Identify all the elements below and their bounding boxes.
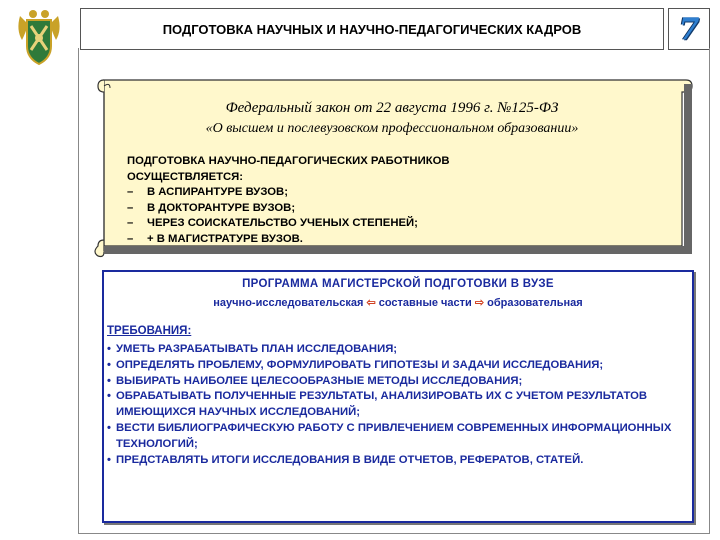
law-list-item <box>127 232 647 248</box>
law-body <box>127 154 647 247</box>
dash-marker: – <box>127 232 134 245</box>
law-list-item <box>127 216 647 232</box>
program-box <box>102 270 694 523</box>
part-educational: образовательная <box>487 297 583 309</box>
frame-right-line <box>709 48 710 534</box>
dash-marker: – <box>127 201 134 214</box>
slide-title <box>80 8 664 50</box>
law-title: Федеральный закон от 22 августа 1996 г. №125-ФЗ <box>225 100 559 116</box>
left-arrow-icon: ⇦ <box>366 297 376 309</box>
law-heading-line2: ОСУЩЕСТВЛЯЕТСЯ: <box>127 170 244 183</box>
part-components: составные части <box>378 297 472 309</box>
part-research: научно-исследовательская <box>213 297 364 309</box>
law-subtitle: «О высшем и послевузовском профессиональном образовании» <box>205 121 579 136</box>
slide-number: 7 <box>678 11 700 47</box>
frame-left-line <box>78 48 79 534</box>
coat-of-arms-icon <box>14 6 64 68</box>
program-title: ПРОГРАММА МАГИСТЕРСКОЙ ПОДГОТОВКИ В ВУЗЕ <box>242 278 554 290</box>
requirements-list <box>107 342 687 468</box>
requirement-item: • УМЕТЬ РАЗРАБАТЫВАТЬ ПЛАН ИССЛЕДОВАНИЯ; <box>107 342 687 358</box>
dash-marker: – <box>127 217 134 229</box>
program-parts <box>104 296 692 309</box>
law-item-text: В ДОКТОРАНТУРЕ ВУЗОВ; <box>147 201 296 214</box>
requirement-item: • ВЕСТИ БИБЛИОГРАФИЧЕСКУЮ РАБОТУ С ПРИВЛЕЧЕНИЕМ СОВРЕМЕННЫХ ИНФОРМАЦИОННЫХ ТЕХНОЛОГИЙ; <box>107 421 687 453</box>
requirement-item: • ОПРЕДЕЛЯТЬ ПРОБЛЕМУ, ФОРМУЛИРОВАТЬ ГИПОТЕЗЫ И ЗАДАЧИ ИССЛЕДОВАНИЯ; <box>107 358 687 374</box>
law-list-item <box>127 201 647 217</box>
slide-number-box <box>668 8 710 50</box>
right-arrow-icon: ⇨ <box>474 297 485 309</box>
requirement-item: • ВЫБИРАТЬ НАИБОЛЕЕ ЦЕЛЕСООБРАЗНЫЕ МЕТОДЫ ИССЛЕДОВАНИЯ; <box>107 374 687 390</box>
law-scroll <box>90 76 694 260</box>
law-heading-line1: ПОДГОТОВКА НАУЧНО-ПЕДАГОГИЧЕСКИХ РАБОТНИКОВ <box>127 155 450 167</box>
law-item-text: В АСПИРАНТУРЕ ВУЗОВ; <box>147 186 288 198</box>
law-list-item <box>127 185 647 201</box>
frame-bottom-line <box>78 533 710 534</box>
requirement-item: • ОБРАБАТЫВАТЬ ПОЛУЧЕННЫЕ РЕЗУЛЬТАТЫ, АНАЛИЗИРОВАТЬ ИХ С УЧЕТОМ РЕЗУЛЬТАТОВ ИМЕЮЩИХСЯ НАУЧНЫХ ИССЛЕДОВАНИЙ; <box>107 389 687 421</box>
law-item-text: + В МАГИСТРАТУРЕ ВУЗОВ. <box>147 232 303 245</box>
law-item-text: ЧЕРЕЗ СОИСКАТЕЛЬСТВО УЧЕНЫХ СТЕПЕНЕЙ; <box>147 217 418 229</box>
requirement-item: • ПРЕДСТАВЛЯТЬ ИТОГИ ИССЛЕДОВАНИЯ В ВИДЕ ОТЧЕТОВ, РЕФЕРАТОВ, СТАТЕЙ. <box>107 453 687 469</box>
slide-title-text: ПОДГОТОВКА НАУЧНЫХ И НАУЧНО-ПЕДАГОГИЧЕСКИХ КАДРОВ <box>162 21 582 37</box>
dash-marker: – <box>127 186 134 198</box>
requirements-heading: ТРЕБОВАНИЯ: <box>107 325 192 337</box>
